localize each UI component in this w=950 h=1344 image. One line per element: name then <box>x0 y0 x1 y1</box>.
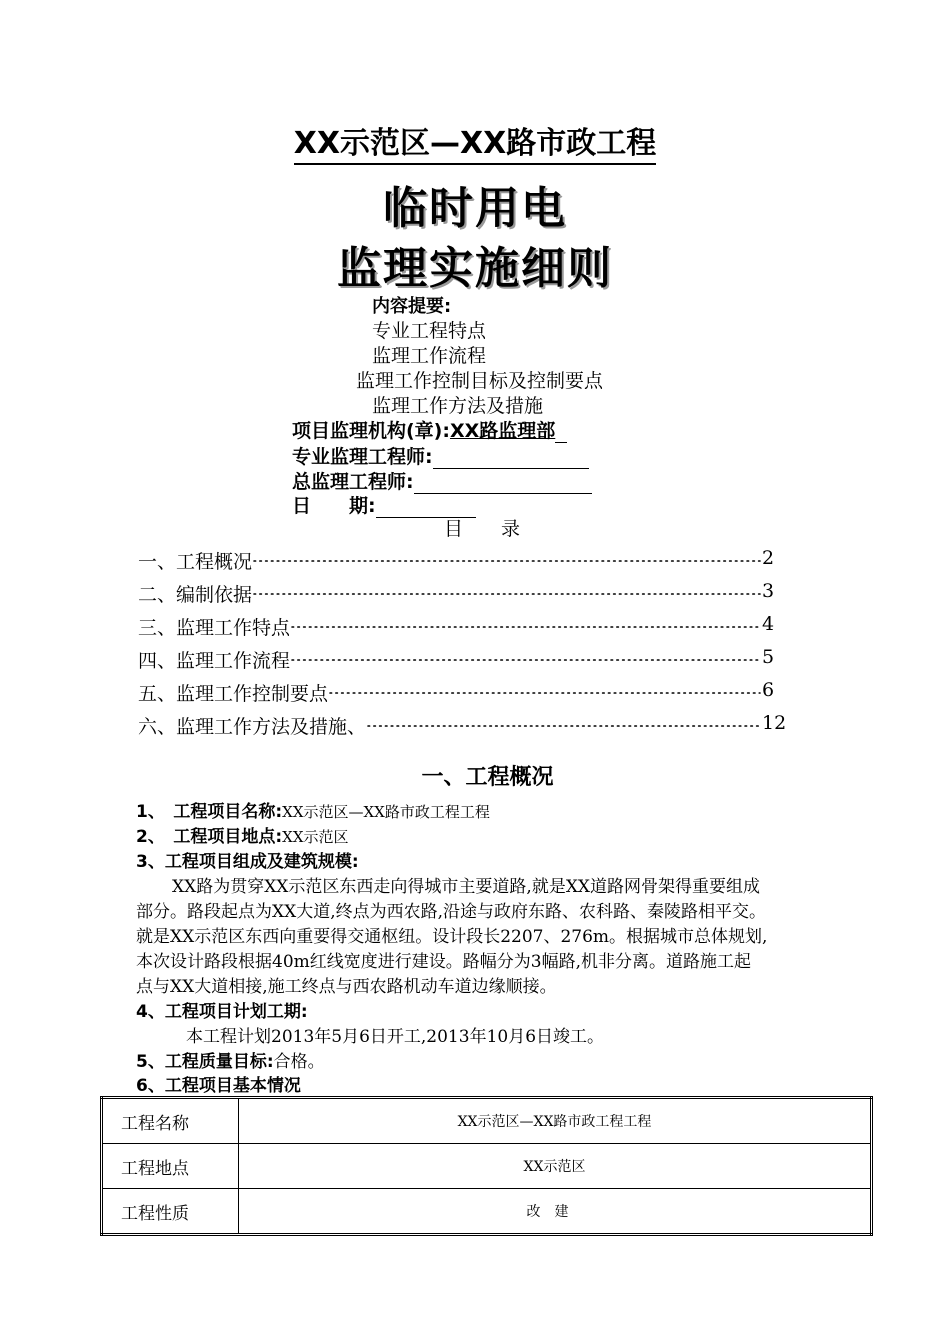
toc-entry-label: 一、工程概况 <box>138 551 253 573</box>
date-label: 日 期: <box>292 495 376 517</box>
table-value: XX示范区—XX路市政工程工程 <box>239 1098 872 1144</box>
item2-label: 2、 工程项目地点: <box>136 827 283 847</box>
item1 <box>136 799 490 825</box>
summary-item: 专业工程特点 <box>372 320 487 342</box>
engineer-label: 专业监理工程师: <box>292 446 433 468</box>
item2 <box>136 824 349 850</box>
toc-entry-label: 六、监理工作方法及措施、 <box>138 716 367 738</box>
item3-line: 就是XX示范区东西向重要得交通枢纽。设计段长2207、276m。根据城市总体规划, <box>136 927 768 947</box>
toc-entry-page: 5 <box>762 646 775 668</box>
project-title: XX示范区—XX路市政工程 <box>0 118 950 162</box>
org-label: 项目监理机构(章): <box>292 420 450 442</box>
summary-heading: 内容提要: <box>372 296 452 317</box>
table-value: 改建 <box>239 1189 872 1235</box>
item3-line: 部分。路段起点为XX大道,终点为西农路,沿途与政府东路、农科路、秦陵路相平交。 <box>136 902 767 922</box>
toc-entry-label: 四、监理工作流程 <box>138 650 291 672</box>
toc-entry-page: 6 <box>762 679 775 701</box>
section-title: 一、工程概况 <box>421 765 554 790</box>
table-value: XX示范区 <box>239 1144 872 1189</box>
table-key: 工程性质 <box>102 1189 239 1235</box>
toc-entry[interactable] <box>138 547 252 574</box>
toc-entry[interactable] <box>138 646 290 673</box>
item4-value: 本工程计划2013年5月6日开工,2013年10月6日竣工。 <box>186 1027 605 1047</box>
item1-label: 1、 工程项目名称: <box>136 802 283 822</box>
item3-line: 本次设计路段根据40m红线宽度进行建设。路幅分为3幅路,机非分离。道路施工起 <box>136 952 751 972</box>
item5 <box>136 1049 325 1075</box>
item3-line: XX路为贯穿XX示范区东西走向得城市主要道路,就是XX道路网骨架得重要组成 <box>172 877 761 897</box>
item1-value: XX示范区—XX路市政工程工程 <box>282 803 490 821</box>
toc-entry-page: 3 <box>762 580 775 602</box>
summary-item: 监理工作流程 <box>372 345 487 367</box>
toc-entry-page: 12 <box>762 712 787 734</box>
toc-heading: 目 录 <box>444 518 521 540</box>
toc-entry[interactable] <box>138 712 366 739</box>
summary-item: 监理工作控制目标及控制要点 <box>356 370 604 392</box>
item3-label: 3、工程项目组成及建筑规模: <box>136 852 359 872</box>
toc-entry-page: 4 <box>762 613 775 635</box>
chief-label: 总监理工程师: <box>292 471 414 493</box>
toc-entry-page: 2 <box>762 547 775 569</box>
toc-entry-label: 五、监理工作控制要点 <box>138 683 329 705</box>
toc-entry[interactable] <box>138 580 252 607</box>
table-key: 工程地点 <box>102 1144 239 1189</box>
item4-label: 4、工程项目计划工期: <box>136 1002 308 1022</box>
item5-value: 合格。 <box>273 1052 325 1072</box>
table-row <box>102 1144 872 1189</box>
toc-entry-label: 二、编制依据 <box>138 584 253 606</box>
toc-entry[interactable] <box>138 679 328 706</box>
toc-entry-label: 三、监理工作特点 <box>138 617 291 639</box>
table-key: 工程名称 <box>102 1098 239 1144</box>
table-row <box>102 1098 872 1144</box>
table-row <box>102 1189 872 1235</box>
document-title-line1: 临时用电 <box>383 183 567 234</box>
project-info-table <box>100 1096 873 1236</box>
item2-value: XX示范区 <box>282 828 349 846</box>
org-value: XX路监理部 <box>449 420 556 442</box>
document-title-line2: 监理实施细则 <box>337 243 613 294</box>
item5-label: 5、工程质量目标: <box>136 1052 274 1072</box>
item6-label: 6、工程项目基本情况 <box>136 1076 301 1096</box>
summary-item: 监理工作方法及措施 <box>372 395 544 417</box>
toc-entry[interactable] <box>138 613 290 640</box>
item3-line: 点与XX大道相接,施工终点与西农路机动车道边缘顺接。 <box>136 977 557 997</box>
